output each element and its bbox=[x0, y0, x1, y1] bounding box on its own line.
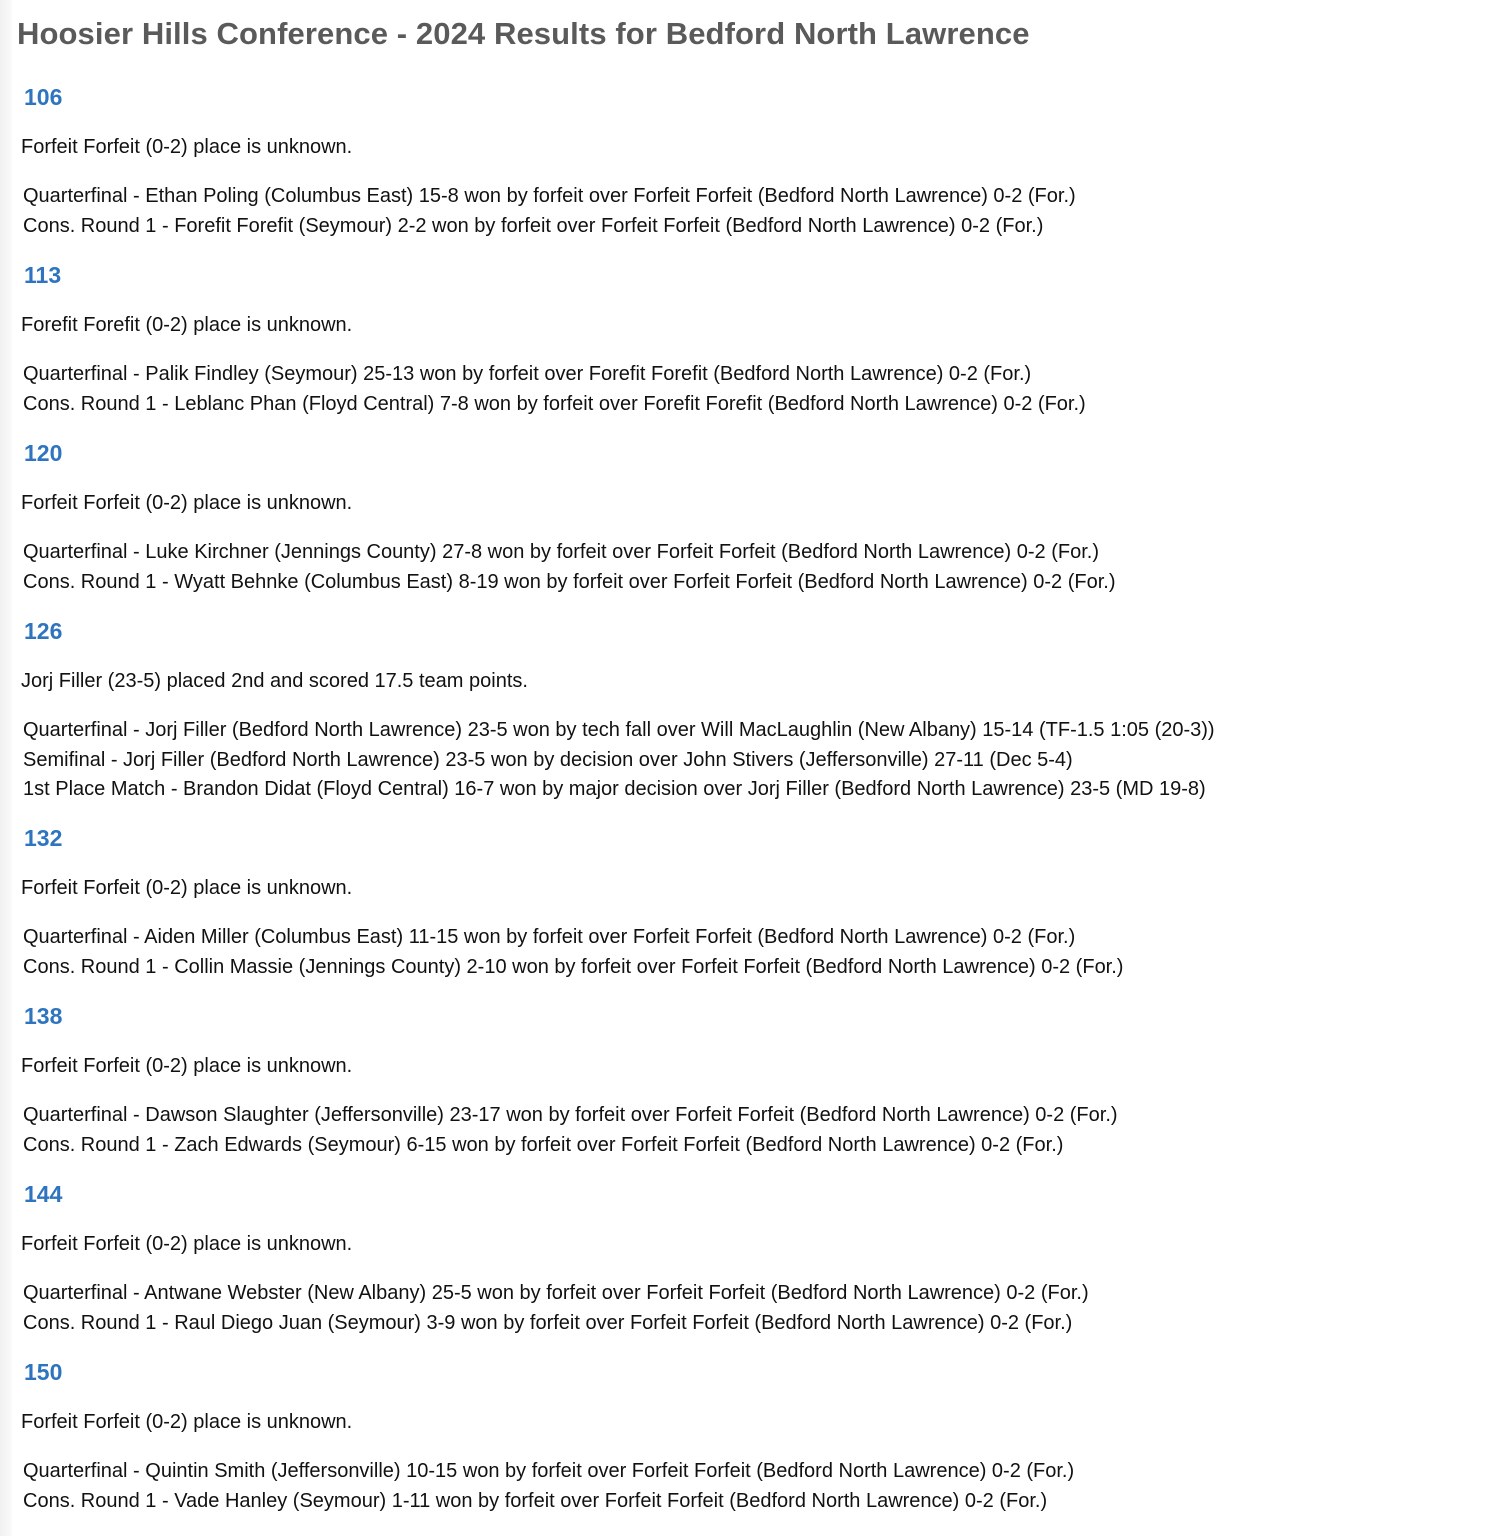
placement-summary: Forfeit Forfeit (0-2) place is unknown. bbox=[21, 492, 353, 514]
placement-summary: Jorj Filler (23-5) placed 2nd and scored 17.5 team points. bbox=[21, 670, 528, 692]
placement-summary: Forfeit Forfeit (0-2) place is unknown. bbox=[21, 136, 353, 158]
weight-class-section bbox=[0, 82, 1498, 260]
weight-class-heading[interactable]: 113 bbox=[24, 262, 62, 288]
match-list bbox=[23, 1457, 1074, 1516]
weight-class-section bbox=[0, 260, 1498, 438]
match-list bbox=[23, 923, 1123, 982]
match-result: Cons. Round 1 - Zach Edwards (Seymour) 6-15 won by forfeit over Forfeit Forfeit (Bedford North Lawrence) 0-2 (For.) bbox=[23, 1133, 1064, 1156]
match-result: Quarterfinal - Antwane Webster (New Albany) 25-5 won by forfeit over Forfeit Forfeit (Bedford North Lawrence) 0-2 (For.) bbox=[23, 1282, 1089, 1304]
match-result: Cons. Round 1 - Vade Hanley (Seymour) 1-11 won by forfeit over Forfeit Forfeit (Bedford North Lawrence) 0-2 (For.) bbox=[23, 1489, 1048, 1512]
weight-class-list bbox=[0, 82, 1498, 1535]
placement-summary: Forfeit Forfeit (0-2) place is unknown. bbox=[21, 1411, 353, 1433]
weight-class-section bbox=[0, 616, 1498, 823]
match-list bbox=[23, 716, 1215, 805]
match-list bbox=[23, 182, 1076, 241]
match-result: Cons. Round 1 - Leblanc Phan (Floyd Central) 7-8 won by forfeit over Forefit Forefit (Bedford North Lawrence) 0-2 (For.) bbox=[23, 392, 1086, 415]
weight-class-section bbox=[0, 438, 1498, 616]
match-result: Quarterfinal - Palik Findley (Seymour) 25-13 won by forfeit over Forefit Forefit (Bedford North Lawrence) 0-2 (For.) bbox=[23, 363, 1032, 385]
match-result: Quarterfinal - Ethan Poling (Columbus East) 15-8 won by forfeit over Forfeit Forfeit (Bedford North Lawrence) 0-2 (For.) bbox=[23, 185, 1076, 207]
placement-summary: Forfeit Forfeit (0-2) place is unknown. bbox=[21, 1055, 353, 1077]
match-result: 1st Place Match - Brandon Didat (Floyd Central) 16-7 won by major decision over Jorj Filler (Bedford North Lawrence) 23-5 (MD 19-8) bbox=[23, 778, 1206, 800]
match-list bbox=[23, 360, 1086, 419]
match-result: Cons. Round 1 - Forefit Forefit (Seymour) 2-2 won by forfeit over Forfeit Forfeit (Bedford North Lawrence) 0-2 (For.) bbox=[23, 214, 1044, 237]
match-result: Semifinal - Jorj Filler (Bedford North Lawrence) 23-5 won by decision over John Stivers (Jeffersonville) 27-11 (Dec 5-4) bbox=[23, 748, 1073, 771]
placement-summary: Forfeit Forfeit (0-2) place is unknown. bbox=[21, 1233, 353, 1255]
match-result: Quarterfinal - Jorj Filler (Bedford North Lawrence) 23-5 won by tech fall over Will MacLaughlin (New Albany) 15-14 (TF-1.5 1:05 (20-3)) bbox=[23, 719, 1215, 741]
match-result: Cons. Round 1 - Wyatt Behnke (Columbus East) 8-19 won by forfeit over Forfeit Forfeit (Bedford North Lawrence) 0-2 (For.) bbox=[23, 570, 1116, 593]
match-result: Cons. Round 1 - Raul Diego Juan (Seymour) 3-9 won by forfeit over Forfeit Forfeit (Bedford North Lawrence) 0-2 (For.) bbox=[23, 1311, 1073, 1334]
match-list bbox=[23, 538, 1116, 597]
weight-class-heading[interactable]: 138 bbox=[24, 1003, 63, 1029]
match-result: Quarterfinal - Quintin Smith (Jeffersonville) 10-15 won by forfeit over Forfeit Forfeit (Bedford North Lawrence) 0-2 (For.) bbox=[23, 1460, 1075, 1482]
placement-summary: Forefit Forefit (0-2) place is unknown. bbox=[21, 314, 353, 336]
weight-class-heading[interactable]: 150 bbox=[24, 1359, 63, 1385]
weight-class-heading[interactable]: 144 bbox=[24, 1181, 63, 1207]
weight-class-heading[interactable]: 126 bbox=[24, 618, 63, 644]
match-result: Quarterfinal - Dawson Slaughter (Jeffersonville) 23-17 won by forfeit over Forfeit Forfeit (Bedford North Lawrence) 0-2 (For.) bbox=[23, 1104, 1118, 1126]
weight-class-section bbox=[0, 1001, 1498, 1179]
weight-class-heading[interactable]: 132 bbox=[24, 825, 63, 851]
page-title: Hoosier Hills Conference - 2024 Results for Bedford North Lawrence bbox=[17, 16, 1030, 51]
match-result: Quarterfinal - Aiden Miller (Columbus East) 11-15 won by forfeit over Forfeit Forfeit (Bedford North Lawrence) 0-2 (For.) bbox=[23, 926, 1076, 948]
match-list bbox=[23, 1101, 1118, 1160]
weight-class-heading[interactable]: 106 bbox=[24, 84, 63, 110]
match-result: Quarterfinal - Luke Kirchner (Jennings County) 27-8 won by forfeit over Forfeit Forfeit (Bedford North Lawrence) 0-2 (For.) bbox=[23, 541, 1100, 563]
weight-class-section bbox=[0, 1357, 1498, 1535]
match-list bbox=[23, 1279, 1089, 1338]
match-result: Cons. Round 1 - Collin Massie (Jennings County) 2-10 won by forfeit over Forfeit Forfeit (Bedford North Lawrence) 0-2 (For.) bbox=[23, 955, 1124, 978]
placement-summary: Forfeit Forfeit (0-2) place is unknown. bbox=[21, 877, 353, 899]
weight-class-section bbox=[0, 1179, 1498, 1357]
weight-class-heading[interactable]: 120 bbox=[24, 440, 63, 466]
weight-class-section bbox=[0, 823, 1498, 1001]
